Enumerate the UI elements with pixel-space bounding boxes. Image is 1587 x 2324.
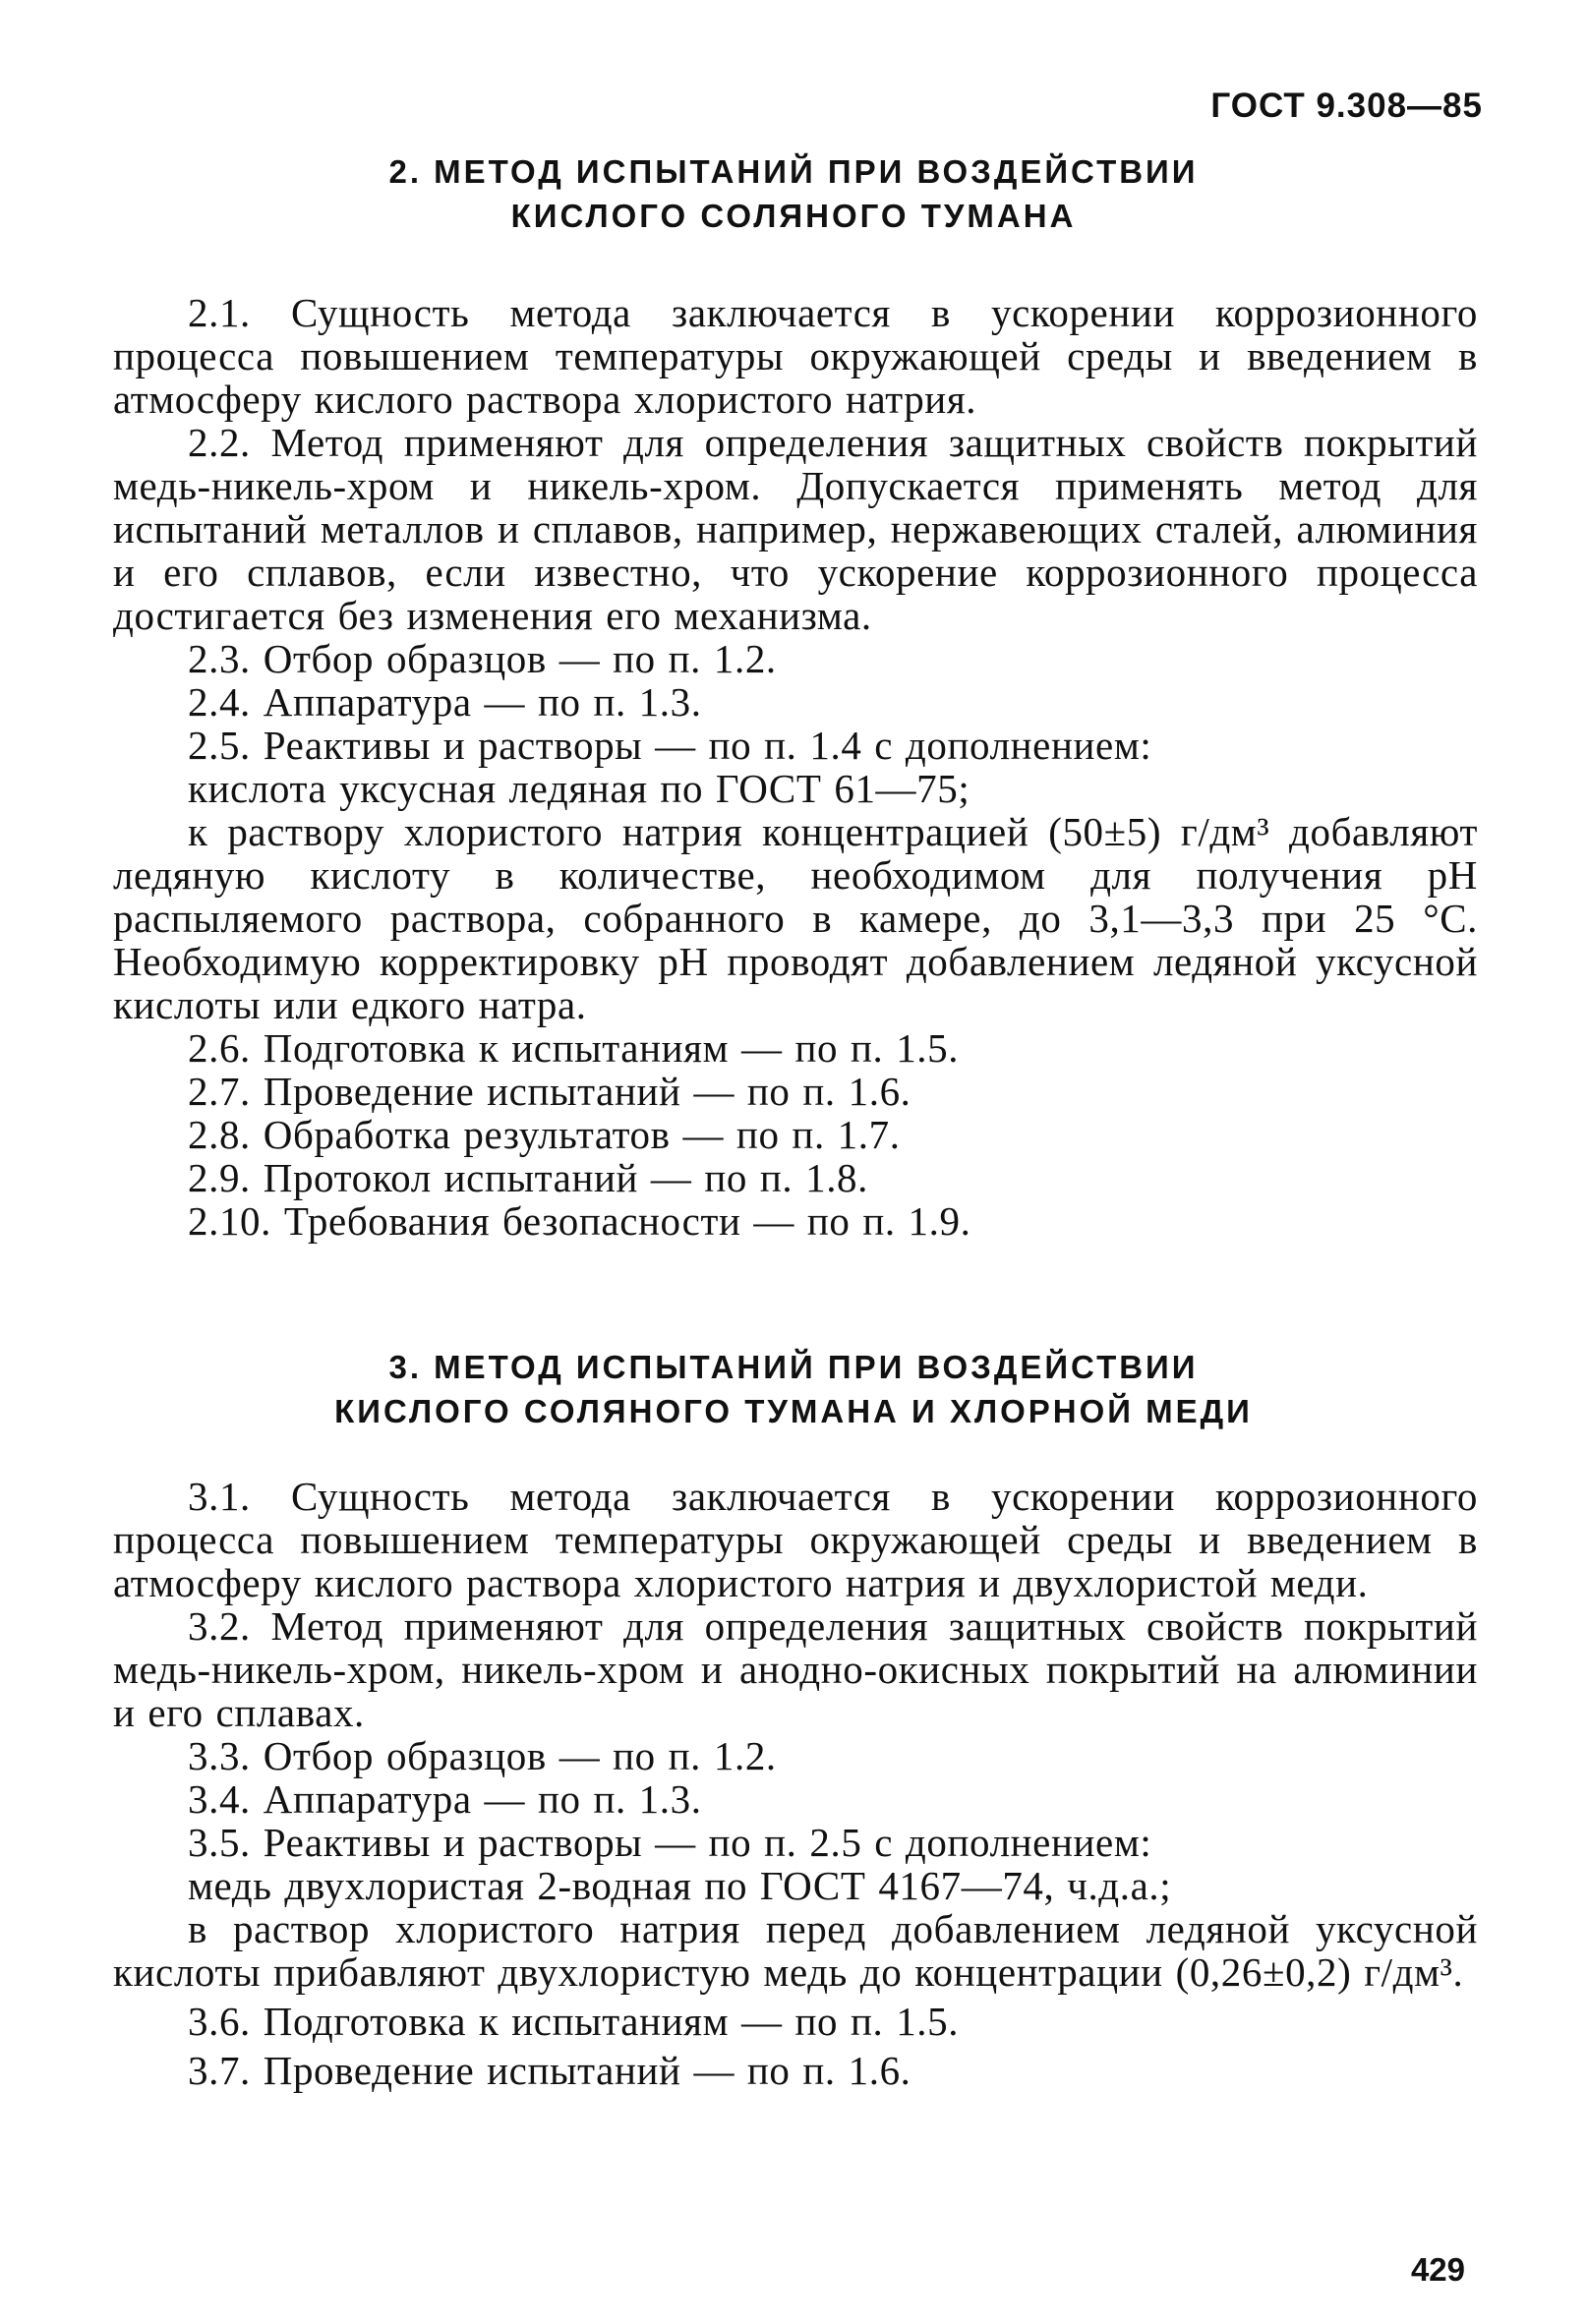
section-2-heading-line-1: 2. МЕТОД ИСПЫТАНИЙ ПРИ ВОЗДЕЙСТВИИ xyxy=(388,153,1199,190)
section-3-body xyxy=(113,1475,1478,2092)
paragraph-3-5: 3.5. Реактивы и растворы — по п. 2.5 с дополнением: xyxy=(188,1820,1152,1865)
paragraph-2-1: 2.1. Сущность метода заключается в ускорении коррозионного процесса повышением температуры окружающей среды и введением в атмосферу кислого раствора хлористого натрия. xyxy=(113,290,1478,422)
paragraph-3-5-copper-chloride: медь двухлористая 2-водная по ГОСТ 4167—74, ч.д.а.; xyxy=(188,1863,1172,1908)
paragraph-2-10: 2.10. Требования безопасности — по п. 1.9. xyxy=(188,1198,971,1244)
paragraph-3-6: 3.6. Подготовка к испытаниям — по п. 1.5. xyxy=(188,1999,960,2044)
paragraph-2-9: 2.9. Протокол испытаний — по п. 1.8. xyxy=(188,1155,869,1200)
paragraph-2-7: 2.7. Проведение испытаний — по п. 1.6. xyxy=(188,1069,911,1114)
paragraph-2-2: 2.2. Метод применяют для определения защитных свойств покрытий медь-никель-хром и никель-хром. Допускается применять метод для испытаний металлов и сплавов, например, нержавеющих сталей, алюминия и его сплавов, если известно, что ускорение коррозионного процесса достигается без изменения его механизма. xyxy=(113,420,1478,638)
paragraph-3-7: 3.7. Проведение испытаний — по п. 1.6. xyxy=(188,2048,911,2093)
section-3-heading-line-1: 3. МЕТОД ИСПЫТАНИЙ ПРИ ВОЗДЕЙСТВИИ xyxy=(388,1349,1199,1385)
paragraph-3-2: 3.2. Метод применяют для определения защитных свойств покрытий медь-никель-хром, никель-хром и анодно-окисных покрытий на алюминии и его сплавах. xyxy=(113,1603,1478,1735)
section-3-heading-line-2: КИСЛОГО СОЛЯНОГО ТУМАНА И ХЛОРНОЙ МЕДИ xyxy=(334,1393,1253,1429)
standard-header: ГОСТ 9.308—85 xyxy=(1210,87,1483,125)
paragraph-2-5: 2.5. Реактивы и растворы — по п. 1.4 с дополнением: xyxy=(188,723,1152,768)
paragraph-3-5-solution: в раствор хлористого натрия перед добавлением ледяной уксусной кислоты прибавляют двухлористую медь до концентрации (0,26±0,2) г/дм³. xyxy=(113,1906,1478,1995)
section-2-heading-line-2: КИСЛОГО СОЛЯНОГО ТУМАНА xyxy=(510,198,1077,234)
paragraph-2-5-acetic-acid: кислота уксусная ледяная по ГОСТ 61—75; xyxy=(188,766,970,811)
paragraph-2-8: 2.8. Обработка результатов — по п. 1.7. xyxy=(188,1112,901,1157)
paragraph-3-3: 3.3. Отбор образцов — по п. 1.2. xyxy=(188,1733,777,1778)
page-number: 429 xyxy=(1410,2251,1465,2288)
paragraph-3-1: 3.1. Сущность метода заключается в ускорении коррозионного процесса повышением температуры окружающей среды и введением в атмосферу кислого раствора хлористого натрия и двухлористой меди. xyxy=(113,1474,1478,1605)
paragraph-2-4: 2.4. Аппаратура — по п. 1.3. xyxy=(188,679,702,725)
paragraph-2-5-solution: к раствору хлористого натрия концентрацией (50±5) г/дм³ добавляют ледяную кислоту в количестве, необходимом для получения pH распыляемого раствора, собранного в камере, до 3,1—3,3 при 25 °С. Необходимую корректировку pH проводят добавлением ледяной уксусной кислоты или едкого натра. xyxy=(113,809,1478,1027)
section-3-heading xyxy=(0,1345,1587,1433)
section-2-body xyxy=(113,291,1478,1243)
paragraph-2-3: 2.3. Отбор образцов — по п. 1.2. xyxy=(188,636,777,681)
paragraph-3-4: 3.4. Аппаратура — по п. 1.3. xyxy=(188,1776,702,1822)
section-2-heading xyxy=(0,149,1587,238)
paragraph-2-6: 2.6. Подготовка к испытаниям — по п. 1.5. xyxy=(188,1025,960,1071)
